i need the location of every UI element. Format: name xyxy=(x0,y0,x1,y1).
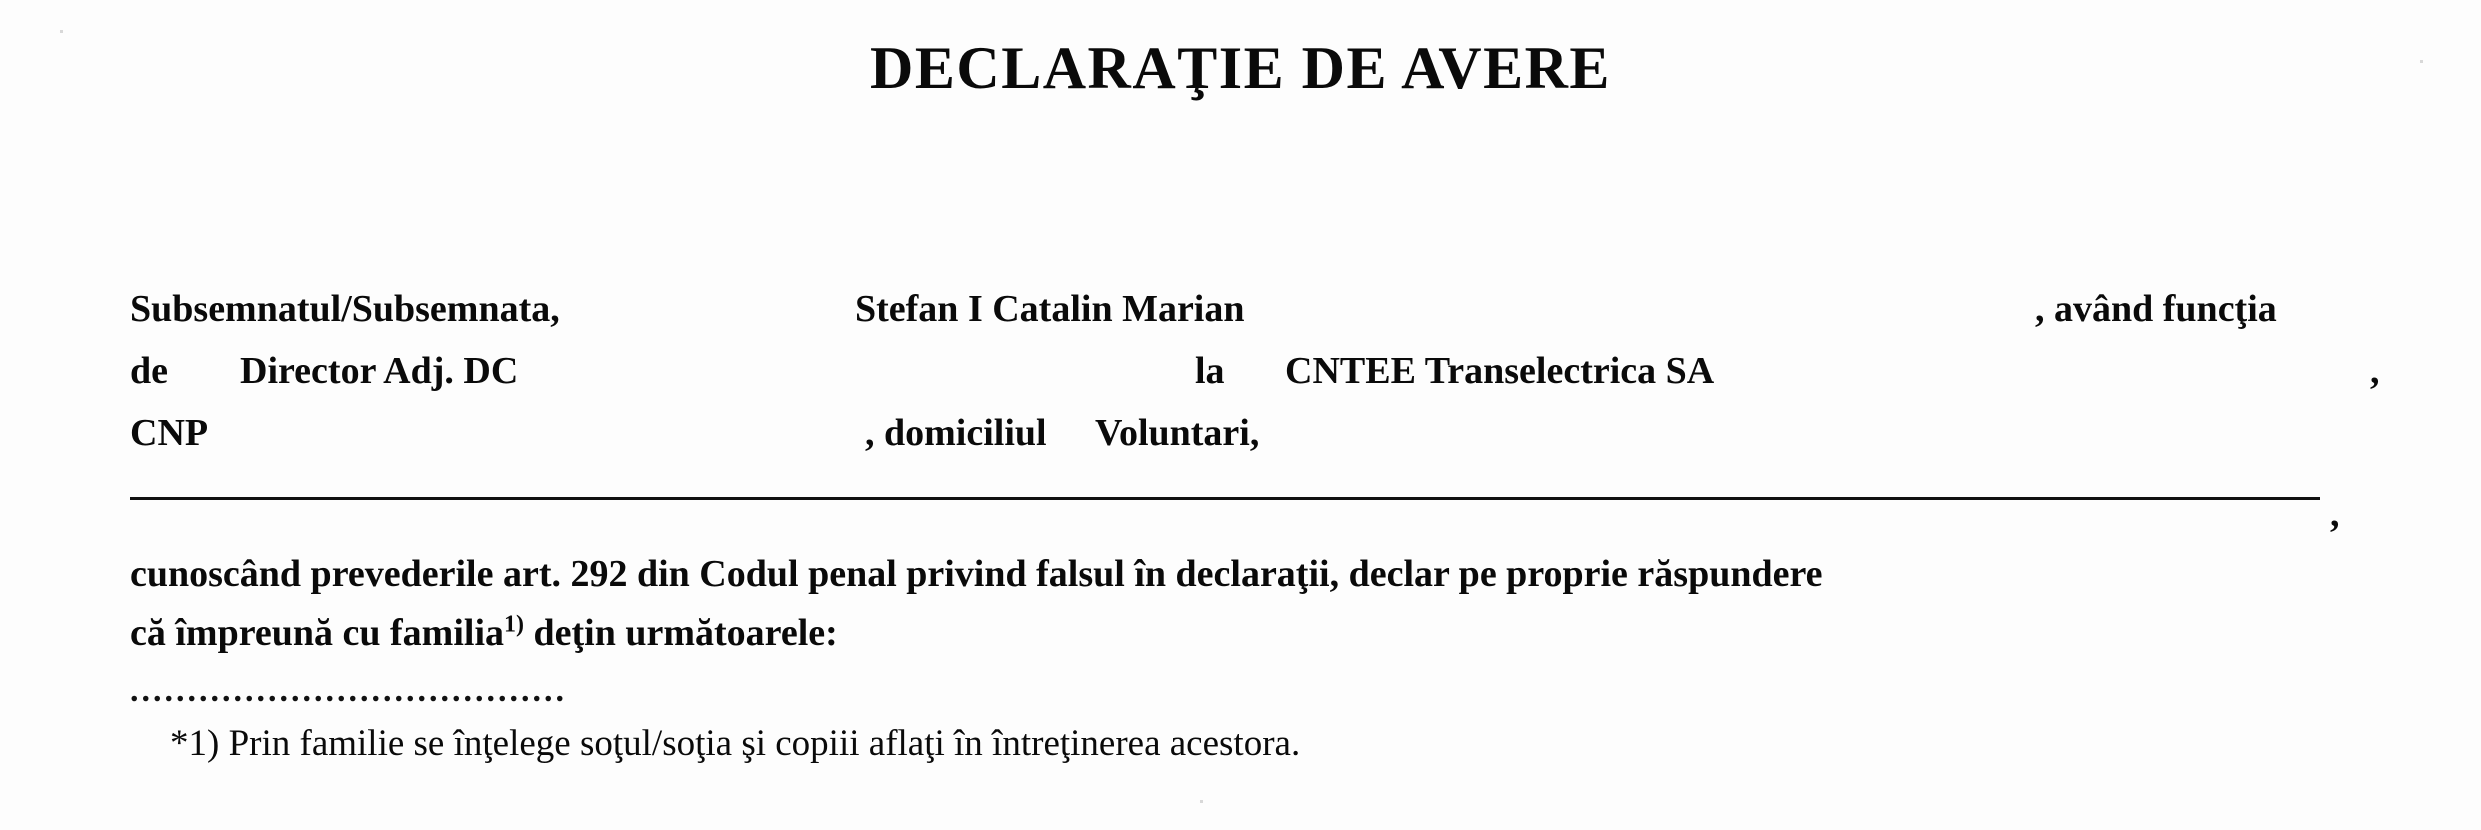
scan-speckle xyxy=(1200,800,1203,803)
having-function-label: , având funcţia xyxy=(2035,288,2277,330)
scan-speckle xyxy=(2420,60,2423,63)
address-trailing-comma: , xyxy=(2330,493,2340,535)
declaration-block xyxy=(130,290,2390,476)
domicile-label: , domiciliul xyxy=(865,412,1047,454)
cnp-label: CNP xyxy=(130,412,209,454)
scan-speckle xyxy=(60,30,63,33)
full-name-value[interactable]: Stefan I Catalin Marian xyxy=(855,288,1245,330)
declaration-line-3 xyxy=(130,414,2390,476)
separator-dots: ...................................... xyxy=(130,672,567,709)
domicile-value[interactable]: Voluntari, xyxy=(1095,412,1260,454)
declaration-line-1 xyxy=(130,290,2390,352)
body-line-1: cunoscând prevederile art. 292 din Codul penal privind falsul în declaraţii, declar pe proprie răspundere xyxy=(130,553,1823,595)
address-underline xyxy=(130,497,2320,500)
de-label: de xyxy=(130,350,168,392)
body-line-2-after: deţin următoarele: xyxy=(524,611,838,654)
body-line-2-before: că împreună cu familia xyxy=(130,611,505,654)
declaration-line-2 xyxy=(130,352,2390,414)
declaration-body-paragraph xyxy=(130,545,2390,663)
function-value[interactable]: Director Adj. DC xyxy=(240,350,519,392)
institution-trailing-comma: , xyxy=(2370,350,2380,392)
la-label: la xyxy=(1195,350,1225,392)
page-title: DECLARAŢIE DE AVERE xyxy=(870,35,1611,101)
institution-value[interactable]: CNTEE Transelectrica SA xyxy=(1285,350,1715,392)
subsemnatul-label: Subsemnatul/Subsemnata, xyxy=(130,288,560,330)
footnote-text: *1) Prin familie se înţelege soţul/soţia şi copiii aflaţi în întreţinerea acestora. xyxy=(170,723,1301,764)
footnote-marker: 1) xyxy=(504,611,525,638)
